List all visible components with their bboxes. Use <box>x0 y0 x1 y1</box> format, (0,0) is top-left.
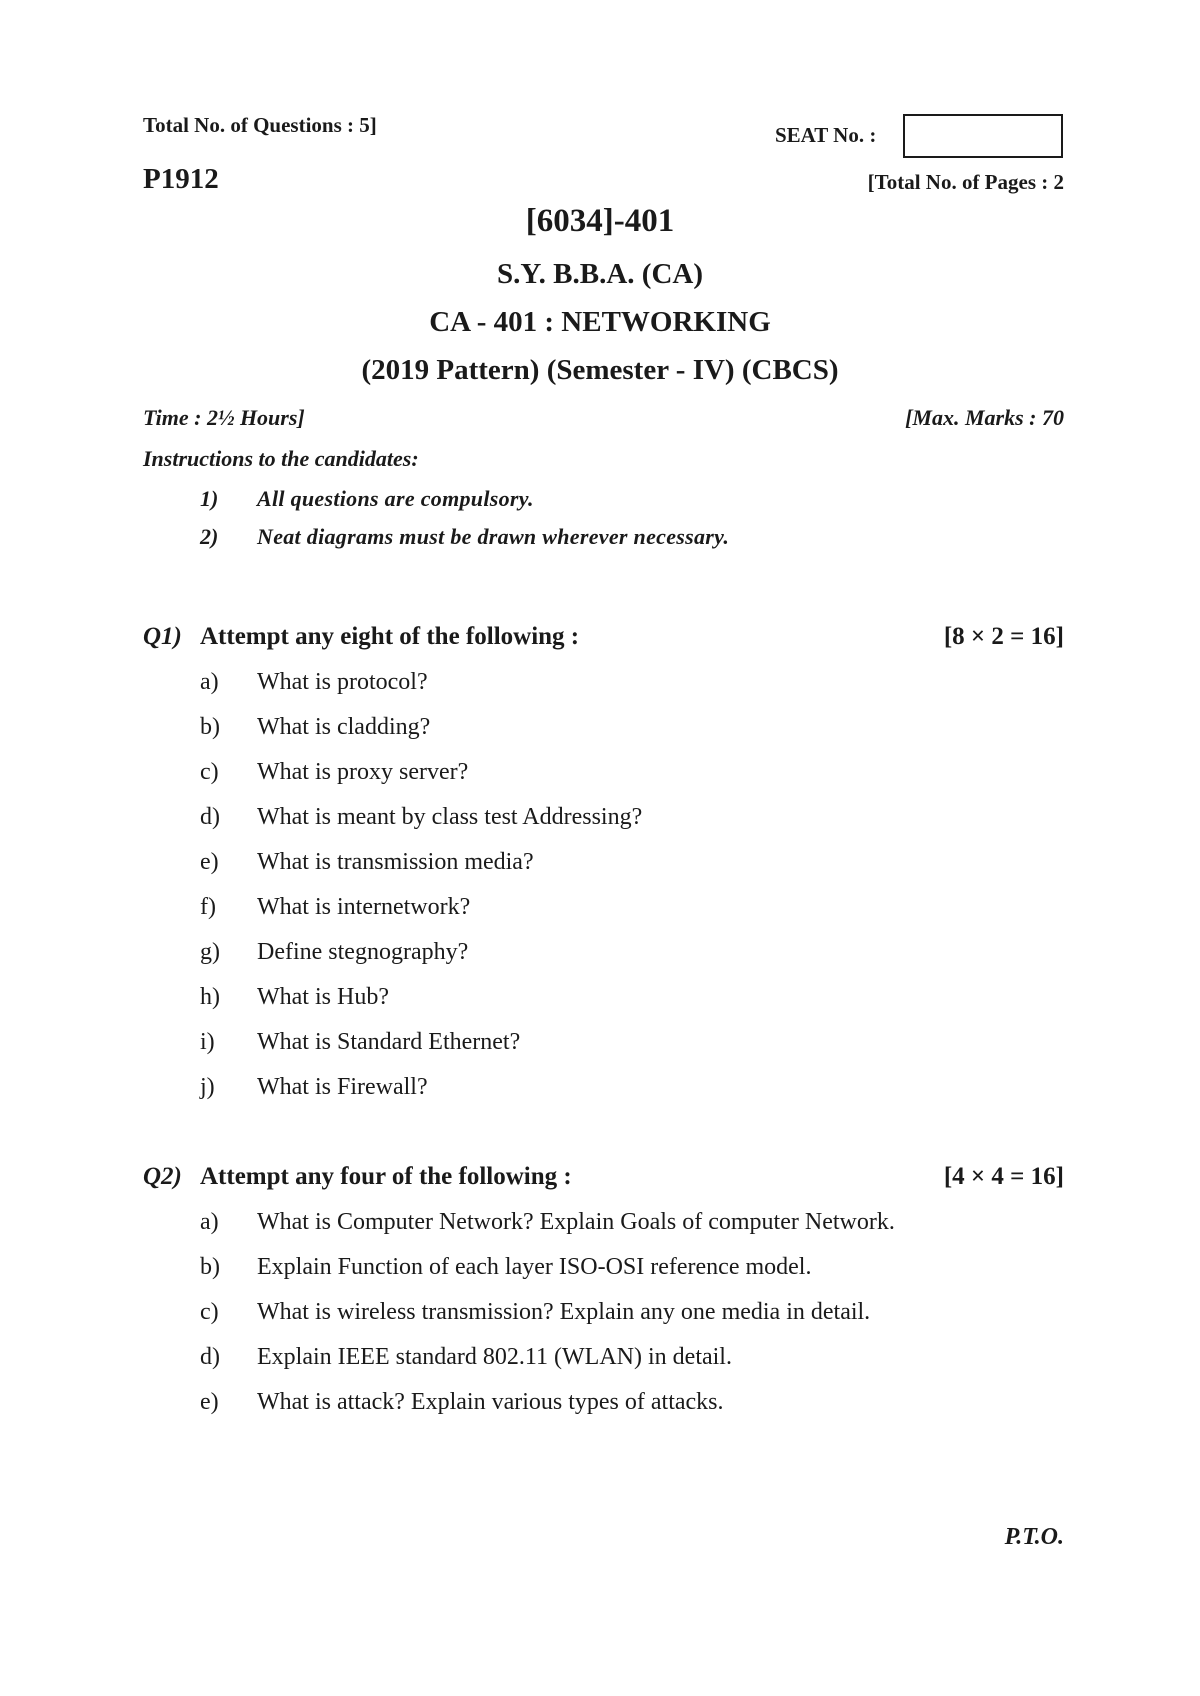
question-item: What is Standard Ethernet? <box>257 1029 521 1055</box>
course-title: S.Y. B.B.A. (CA) <box>497 258 703 290</box>
item-letter: j) <box>200 1074 215 1100</box>
item-letter: f) <box>200 894 216 920</box>
question-item: What is proxy server? <box>257 759 469 785</box>
question-marks: [4 × 4 = 16] <box>943 1163 1064 1190</box>
instructions-title: Instructions to the candidates: <box>143 446 419 471</box>
item-letter: d) <box>200 1344 220 1370</box>
subject-title: CA - 401 : NETWORKING <box>429 306 771 338</box>
item-letter: b) <box>200 1254 220 1280</box>
question-heading: Attempt any four of the following : <box>200 1163 572 1190</box>
question-marks: [8 × 2 = 16] <box>943 623 1064 650</box>
instruction-text: All questions are compulsory. <box>257 486 534 511</box>
question-item: What is meant by class test Addressing? <box>257 804 643 830</box>
instruction-text: Neat diagrams must be drawn wherever necessary. <box>257 524 730 549</box>
question-item: What is Computer Network? Explain Goals of computer Network. <box>257 1209 895 1235</box>
item-letter: c) <box>200 1299 219 1325</box>
instruction-number: 2) <box>200 524 219 549</box>
item-letter: e) <box>200 849 219 875</box>
item-letter: g) <box>200 939 220 965</box>
question-number: Q1) <box>143 623 182 650</box>
item-letter: a) <box>200 669 219 695</box>
question-item: What is wireless transmission? Explain any one media in detail. <box>257 1299 871 1325</box>
question-item: Define stegnography? <box>257 939 469 965</box>
question-item: What is Firewall? <box>257 1074 428 1100</box>
question-item: Explain IEEE standard 802.11 (WLAN) in detail. <box>257 1344 732 1370</box>
item-letter: a) <box>200 1209 219 1235</box>
pattern-line: (2019 Pattern) (Semester - IV) (CBCS) <box>361 354 839 386</box>
question-number: Q2) <box>143 1163 182 1190</box>
time-allowed: Time : 2½ Hours] <box>143 405 305 430</box>
question-item: What is cladding? <box>257 714 431 740</box>
item-letter: d) <box>200 804 220 830</box>
seat-number-label: SEAT No. : <box>775 123 877 147</box>
question-item: What is internetwork? <box>257 894 471 920</box>
item-letter: e) <box>200 1389 219 1415</box>
question-heading: Attempt any eight of the following : <box>200 623 580 650</box>
question-item: What is Hub? <box>257 984 389 1010</box>
paper-code: P1912 <box>143 163 219 195</box>
please-turn-over: P.T.O. <box>1004 1524 1064 1550</box>
total-pages: [Total No. of Pages : 2 <box>867 170 1064 194</box>
instruction-number: 1) <box>200 486 219 511</box>
item-letter: h) <box>200 984 220 1010</box>
question-item: Explain Function of each layer ISO-OSI reference model. <box>257 1254 812 1280</box>
item-letter: b) <box>200 714 220 740</box>
seat-number-box[interactable] <box>903 114 1063 158</box>
question-item: What is attack? Explain various types of attacks. <box>257 1389 724 1415</box>
question-item: What is protocol? <box>257 669 428 695</box>
question-item: What is transmission media? <box>257 849 534 875</box>
item-letter: c) <box>200 759 219 785</box>
exam-code: [6034]-401 <box>525 203 675 239</box>
max-marks: [Max. Marks : 70 <box>905 405 1064 430</box>
total-questions: Total No. of Questions : 5] <box>143 113 377 137</box>
item-letter: i) <box>200 1029 215 1055</box>
